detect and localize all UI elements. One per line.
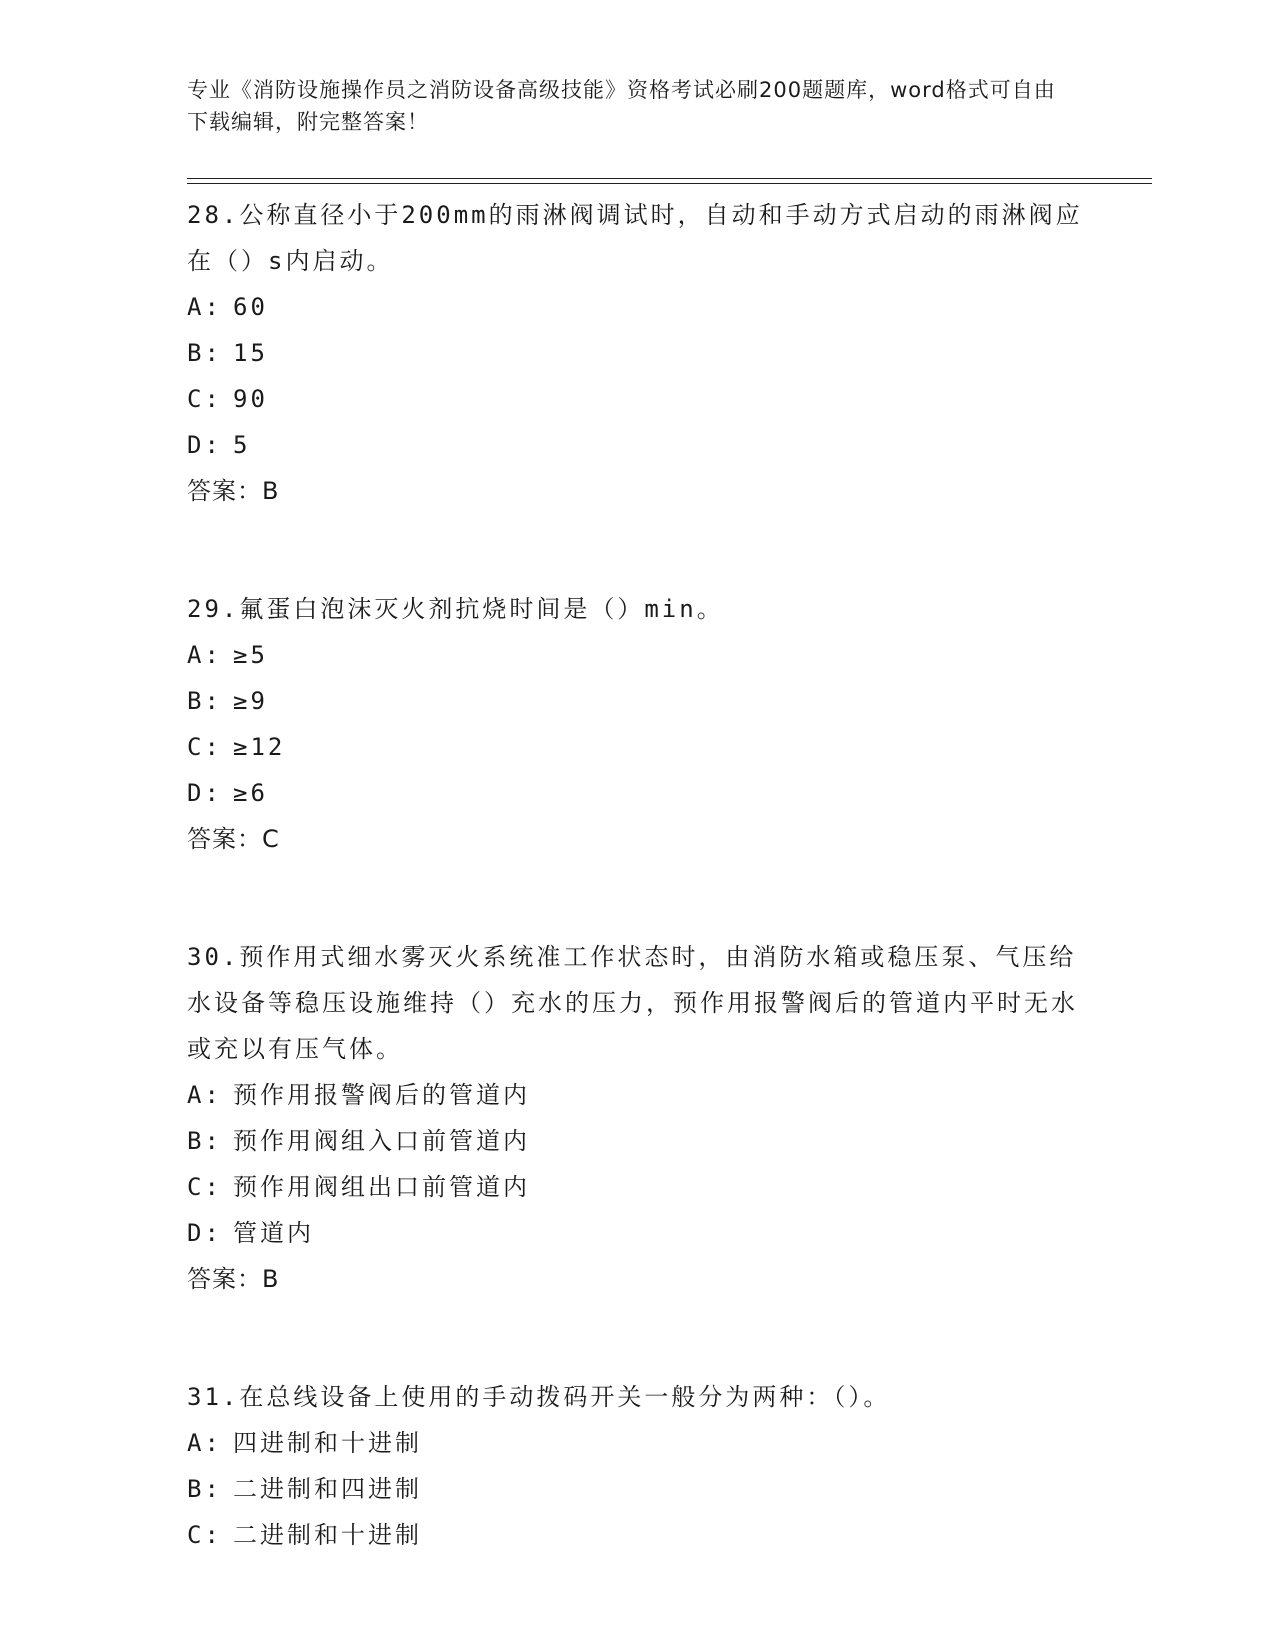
option-letter: A: (187, 1429, 222, 1457)
option-text: 二进制和四进制 (233, 1475, 422, 1503)
option-c (187, 376, 1087, 422)
question-28 (187, 192, 1087, 514)
option-letter: C: (187, 1173, 222, 1201)
question-stem: 28.公称直径小于200mm的雨淋阀调试时，自动和手动方式启动的雨淋阀应在（）s内启动。 (187, 201, 1083, 275)
option-letter: C: (187, 733, 222, 761)
option-text: 四进制和十进制 (233, 1429, 422, 1457)
option-letter: D: (187, 431, 222, 459)
option-text: 管道内 (233, 1219, 314, 1247)
document-header: 专业《消防设施操作员之消防设备高级技能》资格考试必刷200题题库，word格式可自由下载编辑，附完整答案！ (187, 78, 1056, 134)
option-text: 预作用报警阀后的管道内 (233, 1081, 530, 1109)
option-b (187, 330, 1087, 376)
answer-line: 答案：B (187, 477, 280, 505)
option-d (187, 1210, 1087, 1256)
option-text: ≥5 (233, 641, 268, 669)
option-letter: B: (187, 687, 222, 715)
option-text: 60 (233, 293, 268, 321)
question-stem: 29.氟蛋白泡沫灭火剂抗烧时间是（）min。 (187, 595, 724, 623)
question-stem: 30.预作用式细水雾灭火系统准工作状态时，由消防水箱或稳压泵、气压给水设备等稳压设施维持（）充水的压力，预作用报警阀后的管道内平时无水或充以有压气体。 (187, 943, 1078, 1063)
option-letter: D: (187, 1219, 222, 1247)
option-d (187, 422, 1087, 468)
option-d (187, 770, 1087, 816)
header-divider-bottom (187, 183, 1152, 184)
option-c (187, 1164, 1087, 1210)
option-letter: B: (187, 1127, 222, 1155)
option-letter: D: (187, 779, 222, 807)
option-letter: A: (187, 641, 222, 669)
answer-line: 答案：B (187, 1265, 280, 1293)
question-stem: 31.在总线设备上使用的手动拨码开关一般分为两种：（）。 (187, 1383, 891, 1411)
option-c (187, 1512, 1087, 1558)
option-a (187, 1072, 1087, 1118)
option-text: ≥12 (233, 733, 286, 761)
option-text: ≥9 (233, 687, 268, 715)
option-letter: B: (187, 339, 222, 367)
option-text: 预作用阀组入口前管道内 (233, 1127, 530, 1155)
option-c (187, 724, 1087, 770)
option-a (187, 284, 1087, 330)
question-list (187, 188, 1087, 1558)
option-b (187, 1466, 1087, 1512)
option-a (187, 632, 1087, 678)
option-letter: C: (187, 1521, 222, 1549)
option-b (187, 678, 1087, 724)
option-b (187, 1118, 1087, 1164)
option-letter: A: (187, 1081, 222, 1109)
option-text: 90 (233, 385, 268, 413)
question-29 (187, 586, 1087, 862)
option-text: 预作用阀组出口前管道内 (233, 1173, 530, 1201)
question-31 (187, 1374, 1087, 1558)
option-text: 15 (233, 339, 268, 367)
option-text: 5 (233, 431, 251, 459)
option-letter: B: (187, 1475, 222, 1503)
header-divider-top (187, 178, 1152, 179)
answer-line: 答案：C (187, 825, 280, 853)
option-a (187, 1420, 1087, 1466)
option-text: 二进制和十进制 (233, 1521, 422, 1549)
question-30 (187, 934, 1087, 1302)
option-text: ≥6 (233, 779, 268, 807)
option-letter: A: (187, 293, 222, 321)
option-letter: C: (187, 385, 222, 413)
